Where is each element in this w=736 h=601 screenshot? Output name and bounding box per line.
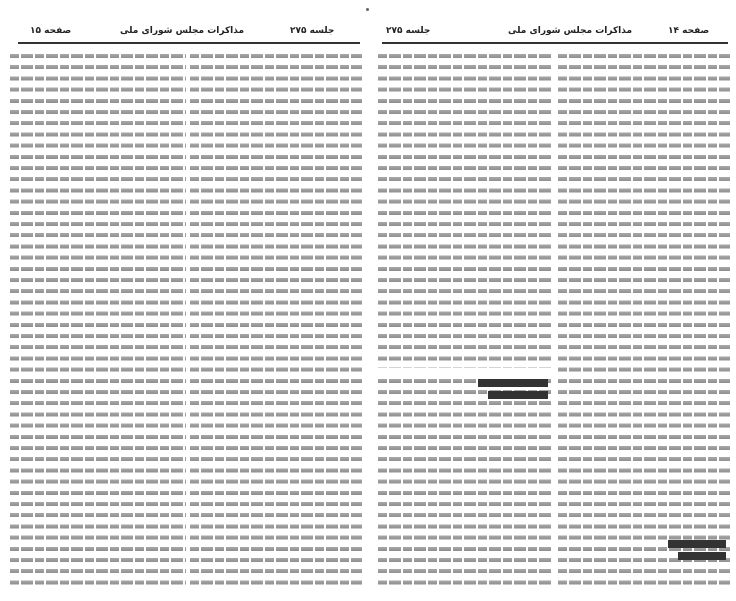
- session-number: جلسه ۲۷۵: [290, 26, 335, 36]
- speaker-heading: [488, 391, 548, 399]
- right-page: [368, 0, 736, 601]
- text-column-left: [378, 50, 553, 590]
- text-column-right: [558, 50, 730, 590]
- running-title: مذاکرات مجلس شورای ملی: [120, 26, 245, 36]
- running-title: مذاکرات مجلس شورای ملی: [508, 26, 633, 36]
- text-column-left: [10, 50, 186, 590]
- header-rule: [382, 42, 728, 44]
- speaker-heading: [678, 552, 726, 560]
- scan-speck: [366, 8, 369, 11]
- page-number: صفحه ۱۵: [30, 26, 72, 36]
- session-number: جلسه ۲۷۵: [386, 26, 431, 36]
- text-column-right: [190, 50, 362, 590]
- page-number: صفحه ۱۴: [668, 26, 710, 36]
- paragraph-gap: [378, 368, 553, 376]
- speaker-heading: [478, 379, 548, 387]
- header-rule: [18, 42, 360, 44]
- speaker-heading: [668, 540, 726, 548]
